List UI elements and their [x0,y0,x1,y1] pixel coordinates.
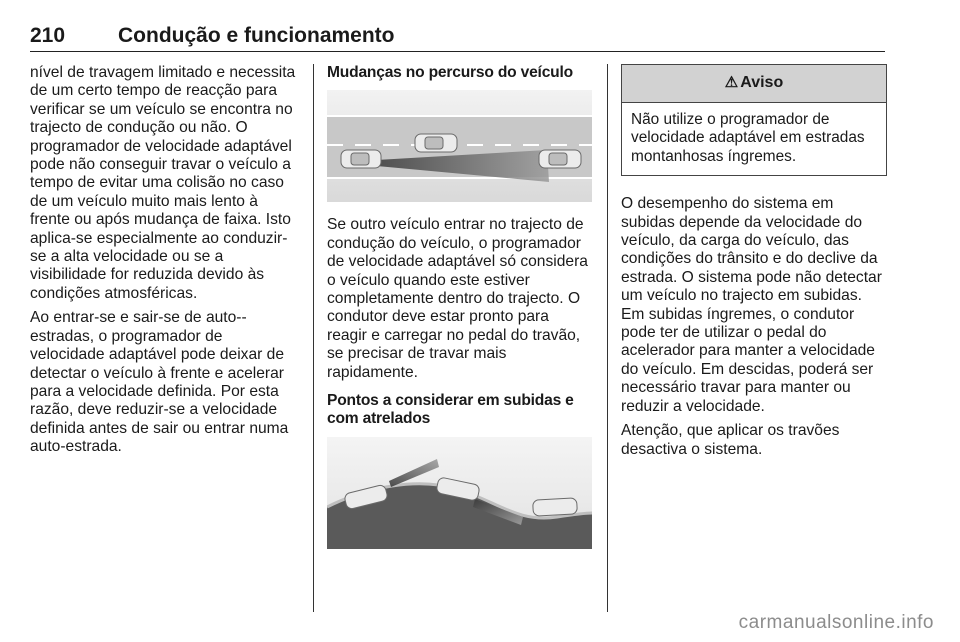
hill-driving-illustration [327,437,592,549]
paragraph: Se outro veículo entrar no trajecto de condução do veículo, o programador de velocidade adaptável só considera o veículo quando este estiver completamente dentro do trajecto. O condutor deve estar pronto para reagir e carregar no pedal do travão, se precisar de travar mais rapidamente. [327,216,588,381]
column-divider [607,64,608,612]
warning-text: Não utilize o programador de velocidade adaptável em estradas montanhosas íngremes. [631,111,865,165]
warning-title: Aviso [740,74,784,92]
paragraph: nível de travagem limitado e necessita de um certo tempo de reacção para verificar se um veículo se encontra no trajecto de condução ou não. O programador de velocidade adaptável pode não conseguir travar o veículo a tempo de evitar uma colisão no caso de um veículo muito mais lento à frente ou após mudança de faixa. Isto aplica-se especialmente ao conduzir-se a alta velocidade ou se a visibilidade for reduzida devido às condições atmosféricas. [30,64,296,302]
page-number: 210 [30,24,66,47]
lane-change-illustration [327,90,592,202]
paragraph: Ao entrar-se e sair-se de auto--estradas, o programador de velocidade adaptável pode deixar de detectar o veículo à frente e acelerar para a velocidade definida. Por esta razão, deve reduzir-se a velocidade definida antes de sair ou entrar numa auto-estrada. [30,309,289,456]
paragraph: O desempenho do sistema em subidas depende da velocidade do veículo, da carga do veículo, das condições do trânsito e do declive da estrada. O sistema pode não detectar um veículo no trajecto em subidas. Em subidas íngremes, o condutor pode ter de utilizar o pedal do acelerador para manter a velocidade do veículo. Em descidas, poderá ser necessário travar para manter ou reduzir a velocidade. [621,195,882,415]
watermark: carmanualsonline.info [738,612,934,633]
section-heading: Mudanças no percurso do veículo [327,64,573,81]
warning-box [621,64,887,176]
car [415,134,457,152]
section-heading: Pontos a considerar em subidas e com atrelados [327,392,574,428]
chapter-title: Condução e funcionamento [118,24,395,47]
column-1 [30,64,300,463]
car [341,150,381,168]
column-divider [313,64,314,612]
column-2 [327,64,592,549]
paragraph: Atenção, que aplicar os travões desactiva o sistema. [621,422,840,458]
warning-title-bar [622,65,886,103]
warning-triangle-icon: ⚠ [724,74,739,92]
page-header [30,24,885,52]
car [539,150,581,168]
car [533,498,578,516]
column-3 [621,64,887,465]
